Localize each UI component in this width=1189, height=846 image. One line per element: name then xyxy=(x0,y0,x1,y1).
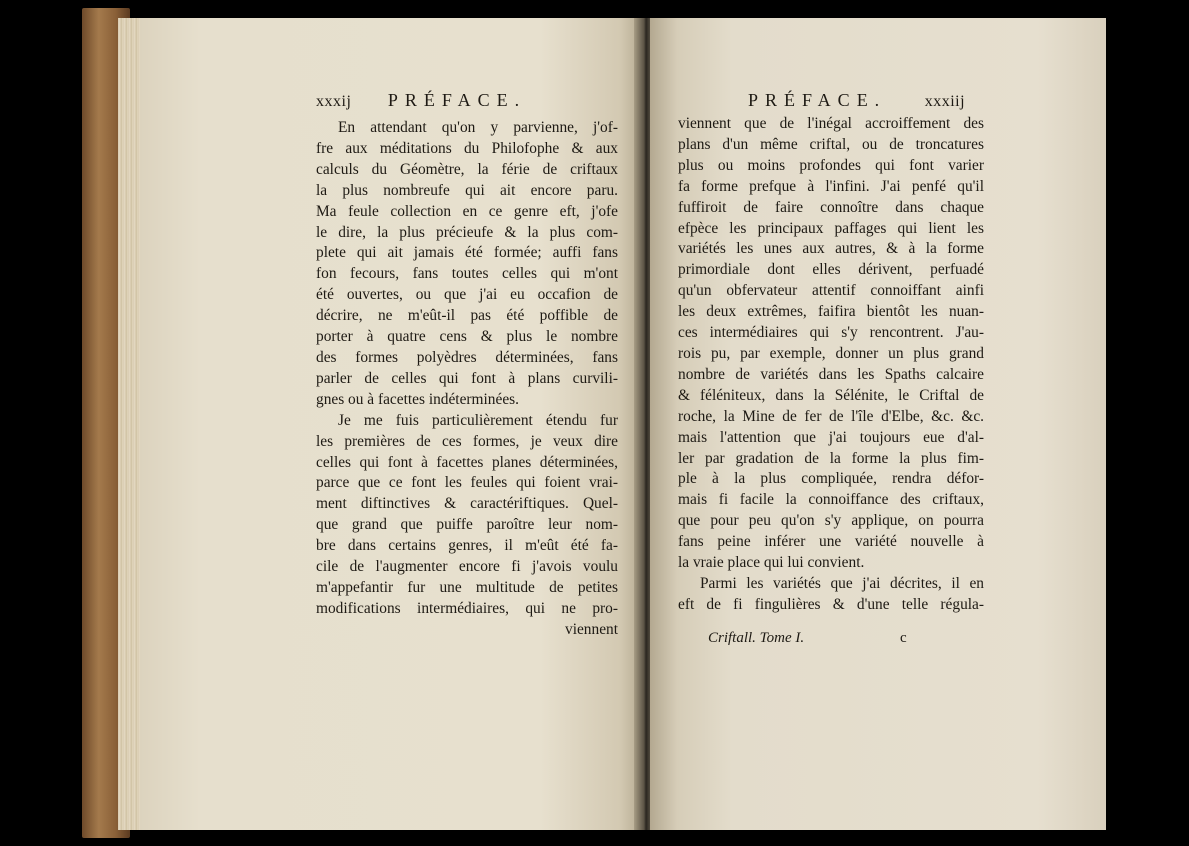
text-line: efpèce les principaux paffages qui lient les xyxy=(678,219,984,237)
text-line: été ouvertes, ou que j'ai eu occafion de xyxy=(316,286,618,304)
text-line: fon fecours, fans toutes celles qui m'ont xyxy=(316,265,618,283)
text-line: plus ou moins profondes qui font varier xyxy=(678,156,984,174)
left-page-header xyxy=(316,90,618,111)
text-line: fuffiroit de faire connoître dans chaque xyxy=(678,198,984,216)
right-page xyxy=(650,18,1106,830)
text-line: ces intermédiaires qui s'y rencontrent. J'au- xyxy=(678,324,984,342)
page-number: xxxij xyxy=(316,93,352,110)
text-line: cile de l'augmenter encore fi j'avois voulu xyxy=(316,558,618,576)
text-line: les deux extrêmes, faifira bientôt les nuan- xyxy=(678,303,984,321)
text-line: En attendant qu'on y parvienne, j'of- xyxy=(338,119,618,136)
text-line: la vraie place qui lui convient. xyxy=(678,554,865,572)
text-line: fre aux méditations du Philofophe & aux xyxy=(316,139,618,157)
left-page xyxy=(140,18,640,830)
text-line: & féléniteux, dans la Sélénite, le Criftal de xyxy=(678,386,984,404)
text-line: modifications intermédiaires, qui ne pro- xyxy=(316,599,618,617)
text-line: fans peine inférer une variété nouvelle à xyxy=(678,533,984,551)
text-line: m'appefantir fur une multitude de petites xyxy=(316,578,618,596)
text-line: que pour peu qu'on s'y applique, on pourra xyxy=(678,512,984,530)
text-line: porter à quatre cens & plus le nombre xyxy=(316,328,618,346)
text-line: ment diftinctives & caractériftiques. Quel- xyxy=(316,495,618,513)
text-line: nombre de variétés dans les Spaths calcaire xyxy=(678,365,984,383)
open-book xyxy=(82,8,1106,838)
text-line: décrire, ne m'eût-il pas été poffible de xyxy=(316,307,618,325)
text-line: gnes ou à facettes indéterminées. xyxy=(316,390,519,408)
footer-mark: c xyxy=(900,630,907,646)
right-page-header xyxy=(748,90,988,111)
text-line: les premières de ces formes, je veux dire xyxy=(316,432,618,450)
page-footer xyxy=(708,630,948,647)
text-line: parler de celles qui font à plans curvili- xyxy=(316,369,618,387)
text-line: calculs du Géomètre, la férie de criftaux xyxy=(316,160,618,178)
text-line: roche, la Mine de fer de l'île d'Elbe, &c. &c. xyxy=(678,407,984,425)
text-line: parce que ce font les feules qui foient vrai- xyxy=(316,474,618,492)
text-line: viennent xyxy=(565,620,618,638)
running-head: PRÉFACE. xyxy=(387,90,527,110)
text-line: bre dans certains genres, il m'eût été fa- xyxy=(316,537,618,555)
text-line: Je me fuis particulièrement étendu fur xyxy=(338,411,618,429)
text-line: Ma feule collection en ce genre eft, j'ofe xyxy=(316,202,618,220)
footer-signature: Criftall. Tome I. xyxy=(708,630,805,646)
page-number: xxxiij xyxy=(924,93,966,110)
text-line: celles qui font à facettes planes déterminées, xyxy=(316,453,618,471)
text-line: plete qui ait jamais été formée; auffi fans xyxy=(316,244,618,262)
text-line: mais l'attention que j'ai toujours eue d'al- xyxy=(678,428,984,446)
right-page-text xyxy=(678,114,984,616)
text-line: eft de fi fingulières & d'une telle régula- xyxy=(678,595,984,613)
left-page-text xyxy=(316,118,618,641)
text-line: des formes polyèdres déterminées, fans xyxy=(316,348,618,366)
text-line: primordiale dont elles dérivent, perfuadé xyxy=(678,261,984,279)
text-line: Parmi les variétés que j'ai décrites, il en xyxy=(700,574,984,592)
running-head: PRÉFACE. xyxy=(748,90,887,110)
text-line: ple à la plus compliquée, rendra défor- xyxy=(678,470,984,488)
text-line: la plus nombreufe qui ait encore paru. xyxy=(316,181,618,199)
text-line: variétés les unes aux autres, & à la forme xyxy=(678,240,984,258)
text-line: plans d'un même criftal, ou de troncatures xyxy=(678,135,984,153)
text-line: viennent que de l'inégal accroiffement des xyxy=(678,115,984,132)
text-line: mais fi facile la connoiffance des criftaux, xyxy=(678,491,984,509)
text-line: ler par gradation de la forme la plus fim- xyxy=(678,449,984,467)
text-line: le dire, la plus précieufe & la plus com- xyxy=(316,223,618,241)
text-line: rois pu, par exemple, donner un plus grand xyxy=(678,344,984,362)
text-line: fa forme prefque à l'infini. J'ai penfé qu'il xyxy=(678,177,984,195)
text-line: que grand que puiffe paroître leur nom- xyxy=(316,516,618,534)
text-line: qu'un obfervateur attentif connoiffant ainfi xyxy=(678,282,984,300)
